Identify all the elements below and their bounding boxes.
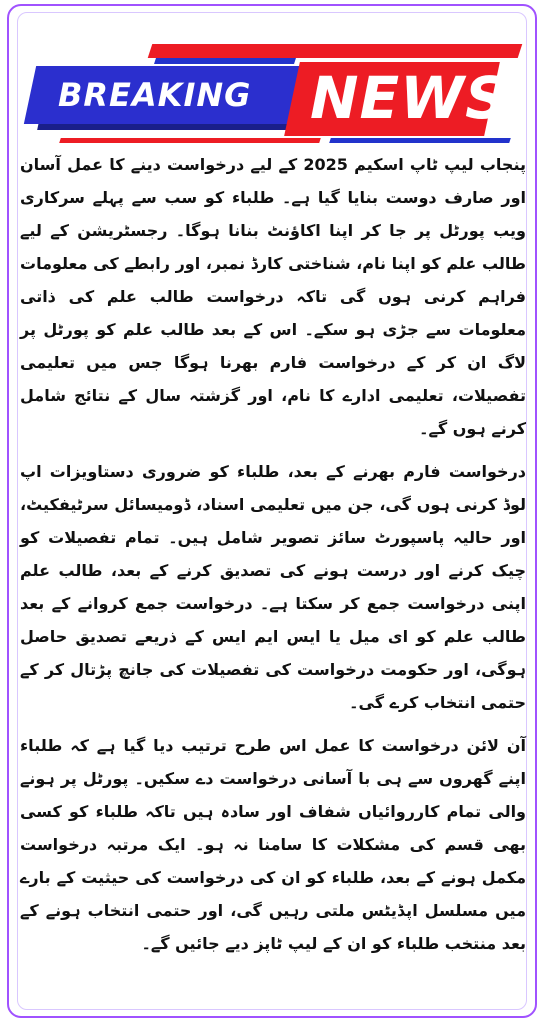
banner-stripe-top-blue <box>154 58 296 64</box>
article-paragraph: درخواست فارم بھرنے کے بعد، طلباء کو ضروری دستاویزات اپ لوڈ کرنی ہوں گی، جن میں تعلیمی اسناد، ڈومیسائل سرٹیفکیٹ، اور حالیہ پاسپورٹ سائز تصویر شامل ہیں۔ تمام تفصیلات کو چیک کرنے اور درست ہونے کی تصدیق کرنے کے بعد، طالب علم اپنی درخواست جمع کر سکتا ہے۔ درخواست جمع کروانے کے بعد طالب علم کو ای میل یا ایس ایم ایس کے ذریعے تصدیق حاصل ہوگی، اور حکومت درخواست کی تفصیلات کی جانچ پڑتال کر کے حتمی انتخاب کرے گی۔ <box>20 462 527 712</box>
banner-stripe-bottom-red <box>59 138 321 143</box>
article-paragraph: پنجاب لیپ ٹاپ اسکیم 2025 کے لیے درخواست دینے کا عمل آسان اور صارف دوست بنایا گیا ہے۔ طلباء کو سب سے پہلے سرکاری ویب پورٹل پر جا کر اپنا اکاؤنٹ بنانا ہوگا۔ رجسٹریشن کے لیے طالب علم کو اپنا نام، شناختی کارڈ نمبر، اور رابطے کی معلومات فراہم کرنی ہوں گی تاکہ درخواست طالب علم کی ذاتی معلومات سے جڑی ہو سکے۔ اس کے بعد طالب علم کو پورٹل پر لاگ ان کر کے درخواست فارم بھرنا ہوگا جس میں تعلیمی تفصیلات، تعلیمی ادارے کا نام، اور گزشتہ سال کے نتائج شامل کرنے ہوں گے۔ <box>20 155 526 438</box>
breaking-news-banner <box>30 44 522 134</box>
article-body <box>20 148 526 970</box>
article-paragraph: آن لائن درخواست کا عمل اس طرح ترتیب دیا گیا ہے کہ طلباء اپنے گھروں سے ہی با آسانی درخواست دے سکیں۔ پورٹل پر ہونے والی تمام کارروائیاں شفاف اور سادہ ہیں تاکہ طلباء کو کسی بھی قسم کی مشکلات کا سامنا نہ ہو۔ ایک مرتبہ درخواست مکمل ہونے کے بعد، طلباء کو ان کی درخواست کی حیثیت کے بارے میں مسلسل اپڈیٹس ملتی رہیں گی، اور حتمی انتخاب ہونے کے بعد منتخب طلباء کو ان کے لیپ ٹاپز دیے جائیں گے۔ <box>20 736 526 953</box>
banner-stripe-top <box>148 44 523 58</box>
breaking-label: BREAKING <box>58 76 252 114</box>
news-label: NEWS <box>310 64 508 132</box>
banner-stripe-bottom-blue <box>329 138 511 143</box>
